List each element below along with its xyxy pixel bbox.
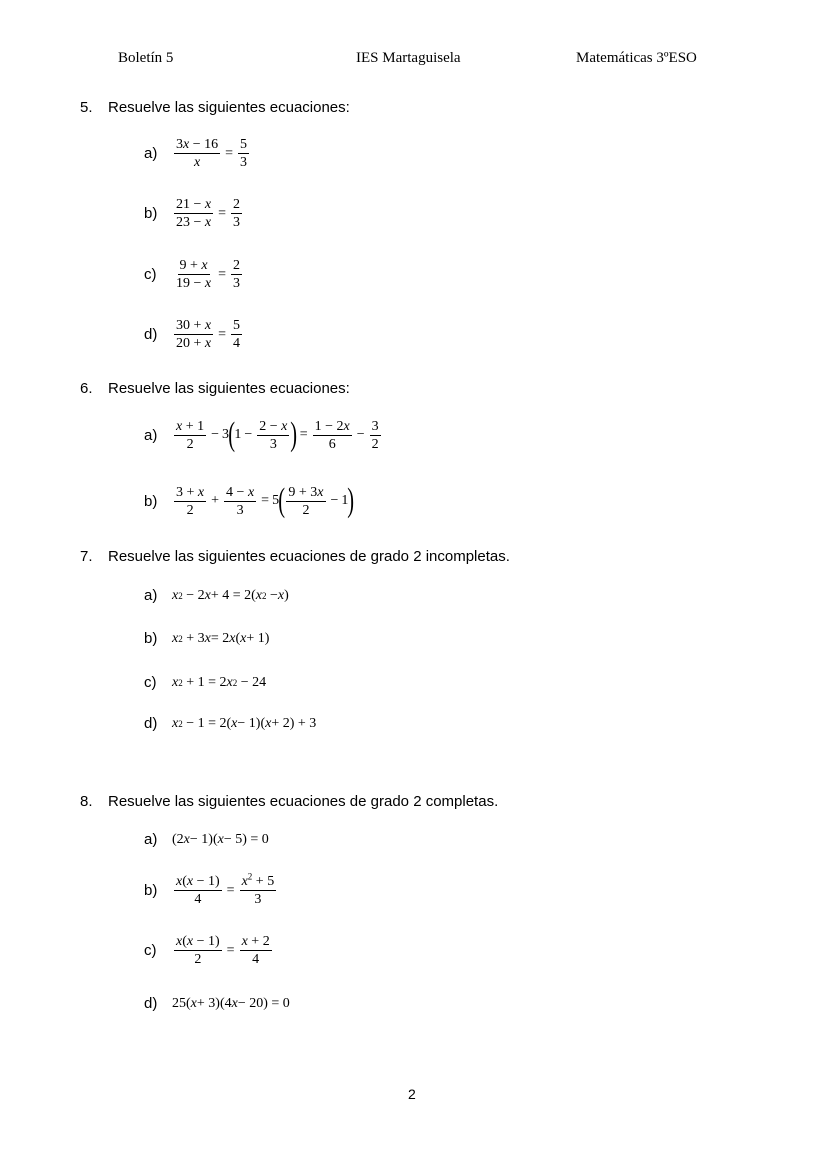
equation-math: x 2 − 1 = 2( x − 1)( x + 2) + 3 (172, 715, 317, 731)
equation-8d (144, 995, 290, 1012)
item-label: a) (144, 831, 158, 848)
item-label: d) (144, 995, 158, 1012)
equation-5c (144, 258, 244, 291)
item-label: b) (144, 492, 158, 510)
equation-7c (144, 674, 266, 691)
equation-7a (144, 587, 289, 604)
section-number: 7. (80, 548, 93, 565)
section-number: 5. (80, 99, 93, 116)
equation-math: $\frac{3x - 16}{x}$ = $\frac{5}{3}$ (176, 137, 248, 170)
section-6-heading (80, 380, 350, 397)
equation-7d (144, 715, 316, 732)
item-label: d) (144, 326, 158, 343)
equation-math: (2 x − 1)( x − 5) = 0 (172, 831, 269, 847)
equation-6a (144, 418, 383, 452)
header-left: Boletín 5 (118, 50, 174, 66)
equation-math: x 2 + 3 x = 2 x ( x + 1) (172, 630, 270, 646)
equation-6b (144, 484, 354, 518)
item-label: a) (144, 426, 158, 444)
section-title: Resuelve las siguientes ecuaciones de grado 2 incompletas. (108, 548, 510, 565)
header-right: Matemáticas 3ºESO (576, 50, 697, 66)
equation-math: $\frac{x(x - 1)}{4}$ = $\frac{x^2 + 5}{3}$ (176, 871, 275, 907)
equation-math: $\frac{30 + x}{20 + x}$ = $\frac{5}{4}$ (176, 318, 241, 351)
equation-5a (144, 137, 251, 170)
item-label: a) (144, 587, 158, 604)
equation-8c (144, 934, 274, 967)
item-label: b) (144, 205, 158, 222)
section-number: 8. (80, 793, 93, 810)
section-title: Resuelve las siguientes ecuaciones: (108, 380, 350, 397)
item-label: a) (144, 145, 158, 162)
page-number: 2 (408, 1086, 416, 1102)
section-8-heading (80, 793, 498, 810)
section-5-heading (80, 99, 350, 116)
equation-math: $\frac{x + 1}{2}$ − 3 ( 1 − $\frac{2 - x}{3}$ ) = $\frac{1 - 2x}{6}$ − $\frac{3}{2}$ (176, 416, 379, 453)
equation-math: $\frac{x(x - 1)}{2}$ = $\frac{x + 2}{4}$ (176, 934, 270, 967)
equation-math: $\frac{3 + x}{2}$ + $\frac{4 - x}{3}$ = 5 ( $\frac{9 + 3x}{2}$ − 1 ) (176, 482, 355, 519)
section-number: 6. (80, 380, 93, 397)
item-label: b) (144, 630, 158, 647)
item-label: c) (144, 674, 157, 691)
equation-math: x 2 − 2 x + 4 = 2( x 2 − x ) (172, 587, 289, 603)
equation-math: $\frac{21 - x}{23 - x}$ = $\frac{2}{3}$ (176, 197, 241, 230)
header-center: IES Martaguisela (356, 50, 461, 66)
equation-math: 25( x + 3)(4 x − 20) = 0 (172, 995, 290, 1011)
equation-8b (144, 871, 278, 907)
equation-math: $\frac{9 + x}{19 - x}$ = $\frac{2}{3}$ (176, 258, 241, 291)
equation-8a (144, 831, 269, 848)
item-label: b) (144, 882, 158, 899)
equation-math: x 2 + 1 = 2 x 2 − 24 (172, 674, 267, 690)
item-label: c) (144, 266, 157, 283)
section-title: Resuelve las siguientes ecuaciones de grado 2 completas. (108, 793, 499, 810)
equation-7b (144, 630, 269, 647)
section-title: Resuelve las siguientes ecuaciones: (108, 99, 350, 116)
section-7-heading (80, 548, 510, 565)
item-label: d) (144, 715, 158, 732)
equation-5b (144, 197, 244, 230)
equation-5d (144, 318, 244, 351)
item-label: c) (144, 942, 157, 959)
